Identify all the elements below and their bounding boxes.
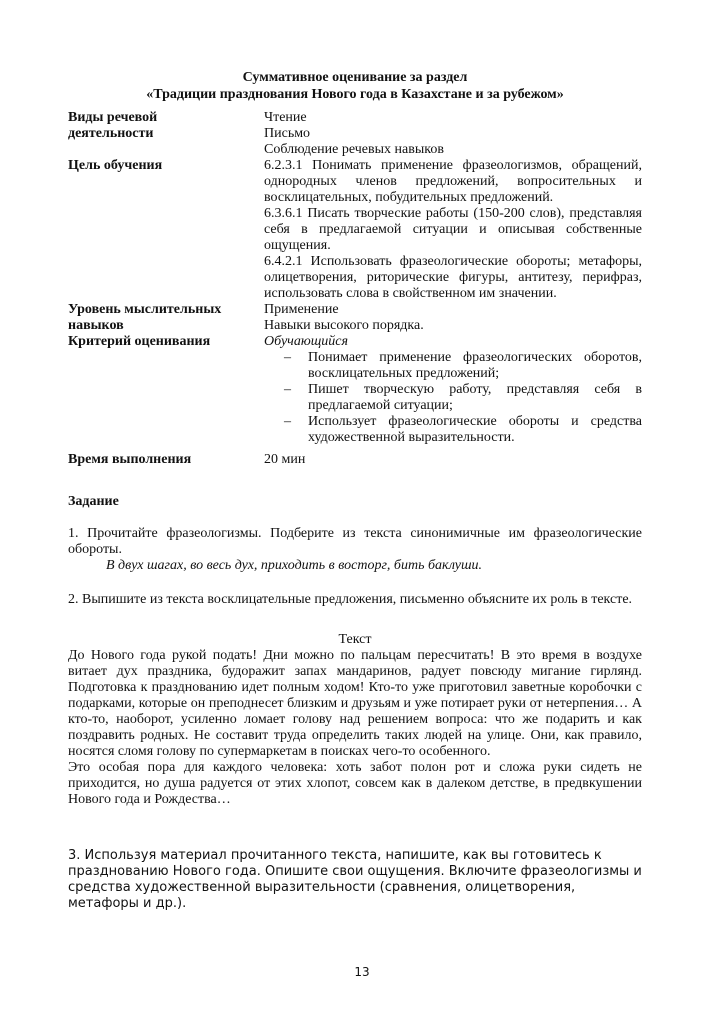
criteria-item-2: – Пишет творческую работу, представляя себя в предлагаемой ситуации;: [284, 382, 642, 414]
activity-label-line-1: Виды речевой: [68, 110, 158, 125]
criteria-values: [264, 334, 642, 446]
thinking-label: [68, 302, 264, 334]
reading-text: [68, 648, 642, 808]
criteria-label: Критерий оценивания: [68, 334, 211, 349]
thinking-label-line-2: навыков: [68, 318, 124, 333]
goal-item-2: 6.3.6.1 Писать творческие работы (150-200 слов), представляя себя в предлагаемой ситуации и описывая собственные ощущения.: [264, 206, 642, 253]
task-3: 3. Используя материал прочитанного текста, напишите, как вы готовитесь к празднованию Нового года. Опишите свои ощущения. Включите фразеологизмы и средства художественной выразительности (сравнения, олицетворения, метафоры и др.).: [68, 848, 642, 911]
row-thinking: [68, 302, 642, 334]
task-1-phrases: В двух шагах, во весь дух, приходить в восторг, бить баклуши.: [106, 558, 483, 573]
goal-item-3: 6.4.2.1 Использовать фразеологические обороты; метафоры, олицетворения, риторические фигуры, антитезу, перифраз, использовать слова в свойственном им значении.: [264, 254, 642, 301]
goal-label: Цель обучения: [68, 158, 163, 173]
assignment-heading: Задание: [68, 494, 119, 509]
time-label: Время выполнения: [68, 452, 192, 467]
title-line-2: «Традиции празднования Нового года в Казахстане и за рубежом»: [146, 87, 564, 102]
activity-values: [264, 110, 642, 158]
row-criteria: [68, 334, 642, 446]
row-activity: [68, 110, 642, 158]
assessment-info-table: [68, 110, 642, 468]
text-paragraph-1: До Нового года рукой подать! Дни можно по пальцам пересчитать! В это время в воздухе витает дух праздника, будоражит запах мандаринов, радует повсюду мигание гирлянд. Подготовка к празднованию идет полным ходом! Кто-то уже приготовил заветные коробочки с подарками, которые он преподнесет близким и друзьям и уже потирает руки от нетерпения… А кто-то, наоборот, усиленно ломает голову над решением вопроса: что же подарить и как поздравить родных. Не составит труда определить таких людей на улице. Они, как правило, носятся сломя голову по супермаркетам в поисках чего-то особенного.: [68, 648, 642, 759]
goal-values: [264, 158, 642, 302]
row-time: [68, 446, 642, 468]
activity-value-reading: Чтение: [264, 110, 307, 125]
document-title: [68, 70, 642, 104]
text-title: Текст: [338, 632, 372, 647]
thinking-value-2: Навыки высокого порядка.: [264, 318, 424, 333]
goal-item-1: 6.2.3.1 Понимать применение фразеологизмов, обращений, однородных членов предложений, вопросительных и восклицательных, побудительных предложений.: [264, 158, 642, 205]
row-goal: [68, 158, 642, 302]
title-line-1: Суммативное оценивание за раздел: [242, 70, 468, 85]
time-value: 20 мин: [264, 452, 306, 467]
text-paragraph-2: Это особая пора для каждого человека: хоть забот полон рот и сложа руки сидеть не приходится, но душа радуется от этих хлопот, совсем как в далеком детстве, в предвкушении Нового года и Рождества…: [68, 760, 642, 807]
criteria-intro: Обучающийся: [264, 334, 349, 349]
activity-label: [68, 110, 264, 158]
activity-value-speech: Соблюдение речевых навыков: [264, 142, 444, 157]
document-page: [68, 70, 642, 912]
criteria-list: [264, 350, 642, 446]
thinking-label-line-1: Уровень мыслительных: [68, 302, 222, 317]
activity-label-line-2: деятельности: [68, 126, 154, 141]
criteria-item-1: – Понимает применение фразеологических оборотов, восклицательных предложений;: [284, 350, 642, 382]
task-2: 2. Выпишите из текста восклицательные предложения, письменно объясните их роль в тексте.: [68, 592, 633, 607]
criteria-item-3: – Использует фразеологические обороты и средства художественной выразительности.: [284, 414, 642, 446]
page-number: 13: [354, 965, 370, 979]
thinking-value-1: Применение: [264, 302, 339, 317]
thinking-values: [264, 302, 642, 334]
task-1: 1. Прочитайте фразеологизмы. Подберите из текста синонимичные им фразеологические обороты.: [68, 526, 642, 557]
activity-value-writing: Письмо: [264, 126, 311, 141]
